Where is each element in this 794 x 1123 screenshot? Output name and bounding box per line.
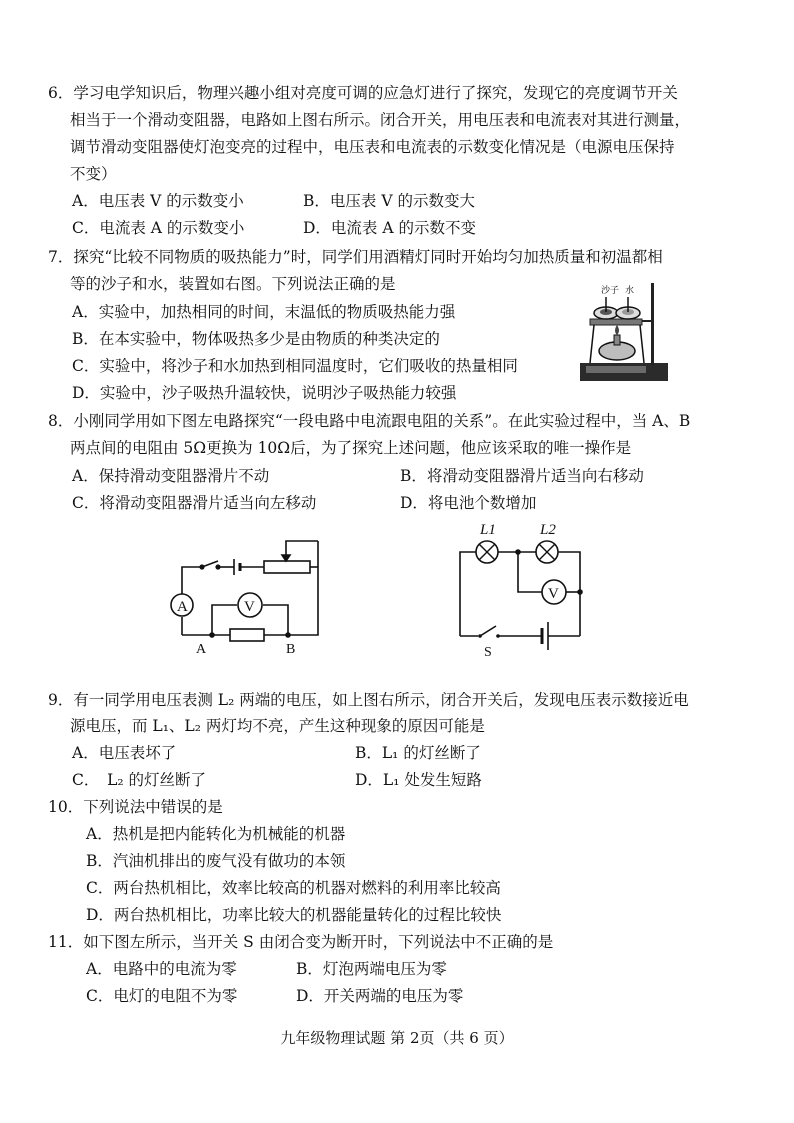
- water-label: 水: [625, 285, 635, 295]
- question-9-option-c: C． L₂ 的灯丝断了: [72, 771, 207, 789]
- circuit-diagram-left: [160, 523, 330, 658]
- question-7-option-a: A．实验中，加热相同的时间，末温低的物质吸热能力强: [72, 303, 456, 321]
- question-8-option-d: D．将电池个数增加: [400, 494, 537, 512]
- ammeter-label: A: [177, 599, 188, 615]
- question-7-option-b: B．在本实验中，物体吸热多少是由物质的种类决定的: [72, 330, 440, 348]
- lamp-l1-label: L1: [480, 522, 496, 538]
- question-11-option-c: C．电灯的电阻不为零: [86, 987, 238, 1005]
- question-11-option-b: B．灯泡两端电压为零: [296, 960, 447, 978]
- point-b-label: B: [286, 642, 296, 657]
- question-8-line-2: 两点间的电阻由 5Ω更换为 10Ω后，为了探究上述问题，他应该采取的唯一操作是: [70, 439, 632, 457]
- question-8-line-1: 8．小刚同学用如下图左电路探究“一段电路中电流跟电阻的关系”。在此实验过程中，当 A、B: [48, 412, 691, 430]
- lamp-l2-label: L2: [540, 522, 556, 538]
- question-9-option-b: B．L₁ 的灯丝断了: [355, 744, 481, 762]
- question-11-option-d: D．开关两端的电压为零: [296, 987, 464, 1005]
- sand-label: 沙子: [601, 285, 620, 295]
- question-6-line-4: 不变）: [70, 165, 117, 183]
- question-7-line-2: 等的沙子和水，装置如右图。下列说法正确的是: [70, 275, 396, 293]
- question-10-option-b: B．汽油机排出的废气没有做功的本领: [86, 852, 346, 870]
- lamp-l1-icon: [476, 541, 498, 563]
- question-6-option-b: B．电压表 V 的示数变大: [303, 192, 475, 210]
- question-9-option-d: D．L₁ 处发生短路: [355, 771, 482, 789]
- question-10-option-c: C．两台热机相比，效率比较高的机器对燃料的利用率比较高: [86, 879, 501, 897]
- question-10-option-d: D．两台热机相比，功率比较大的机器能量转化的过程比较快: [86, 906, 502, 924]
- question-8-option-c: C．将滑动变阻器滑片适当向左移动: [72, 494, 317, 512]
- question-6-option-d: D．电流表 A 的示数不变: [303, 219, 476, 237]
- lamp-l2-icon: [536, 541, 558, 563]
- circuit-diagram-right: [450, 518, 600, 658]
- question-11-line-1: 11．如下图左所示，当开关 S 由闭合变为断开时，下列说法中不正确的是: [48, 933, 554, 951]
- question-7-option-d: D．实验中，沙子吸热升温较快，说明沙子吸热能力较强: [72, 384, 457, 402]
- question-10-line-1: 10．下列说法中错误的是: [48, 798, 223, 816]
- question-11-option-a: A．电路中的电流为零: [86, 960, 237, 978]
- heating-apparatus-figure: [578, 279, 670, 383]
- question-10-option-a: A．热机是把内能转化为机械能的机器: [86, 825, 346, 843]
- question-6-option-c: C．电流表 A 的示数变小: [72, 219, 245, 237]
- switch-s-label: S: [484, 645, 492, 658]
- question-8-option-a: A．保持滑动变阻器滑片不动: [72, 467, 270, 485]
- question-6-line-2: 相当于一个滑动变阻器，电路如上图右所示。闭合开关，用电压表和电流表对其进行测量，: [70, 111, 691, 129]
- question-9-line-1: 9．有一同学用电压表测 L₂ 两端的电压，如上图右所示，闭合开关后，发现电压表示数接近电: [48, 691, 689, 709]
- voltmeter-right-label: V: [548, 586, 559, 602]
- question-8-option-b: B．将滑动变阻器滑片适当向右移动: [400, 467, 644, 485]
- page-footer: 九年级物理试题 第 2页（共 6 页）: [280, 1029, 514, 1047]
- voltmeter-label: V: [244, 599, 255, 615]
- question-7-option-c: C．实验中，将沙子和水加热到相同温度时，它们吸收的热量相同: [72, 357, 518, 375]
- question-6-option-a: A．电压表 V 的示数变小: [72, 192, 244, 210]
- question-9-option-a: A．电压表坏了: [72, 744, 177, 762]
- question-6-line-3: 调节滑动变阻器使灯泡变亮的过程中，电压表和电流表的示数变化情况是（电源电压保持: [70, 138, 675, 156]
- point-a-label: A: [196, 642, 207, 657]
- question-9-line-2: 源电压，而 L₁、L₂ 两灯均不亮，产生这种现象的原因可能是: [70, 717, 485, 735]
- question-7-line-1: 7．探究“比较不同物质的吸热能力”时，同学们用酒精灯同时开始均匀加热质量和初温都相: [48, 248, 663, 266]
- question-6-line-1: 6．学习电学知识后，物理兴趣小组对亮度可调的应急灯进行了探究，发现它的亮度调节开关: [48, 84, 678, 102]
